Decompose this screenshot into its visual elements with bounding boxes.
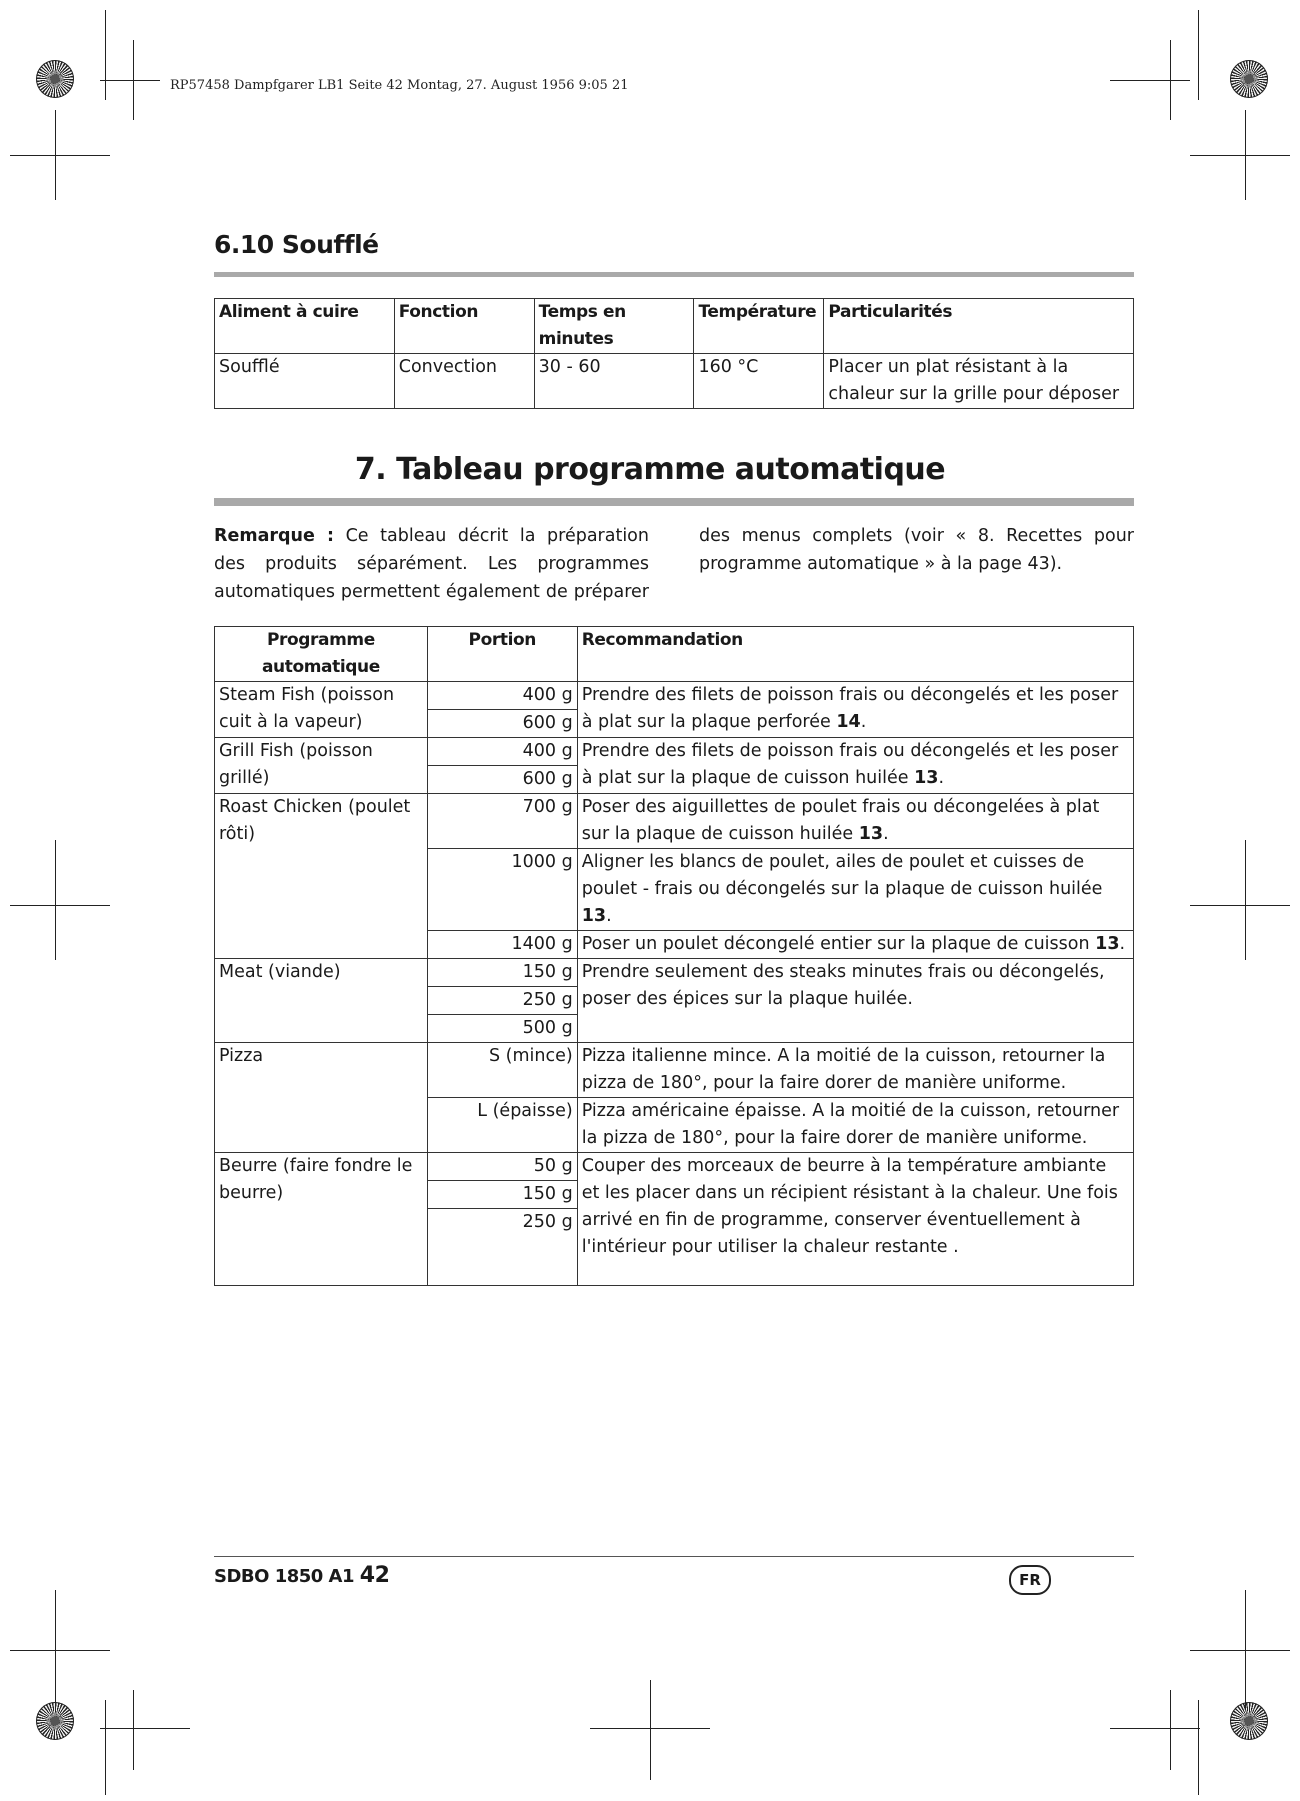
cell-fonction: Convection	[394, 354, 534, 409]
portion-cell: L (épaisse)	[427, 1098, 577, 1153]
section-7-rule	[214, 498, 1134, 506]
col-header-temps: Temps en minutes	[534, 299, 694, 354]
table-row	[215, 1043, 1134, 1098]
table-row	[215, 959, 1134, 987]
registration-rosette-top-left	[36, 60, 74, 98]
registration-rosette-top-right	[1230, 60, 1268, 98]
table-row	[215, 682, 1134, 710]
program-name-pizza: Pizza	[215, 1043, 428, 1153]
footer-page-number: 42	[359, 1563, 390, 1588]
col-header-recommandation: Recommandation	[577, 627, 1133, 682]
cell-aliment: Soufflé	[215, 354, 395, 409]
footer-model: SDBO 1850 A1	[214, 1566, 355, 1587]
portion-cell: 500 g	[427, 1015, 577, 1043]
program-name-grill-fish: Grill Fish (poisson grillé)	[215, 738, 428, 794]
program-name-beurre: Beurre (faire fondre le beurre)	[215, 1153, 428, 1286]
table-row	[215, 794, 1134, 849]
recommendation-cell: Aligner les blancs de poulet, ailes de poulet et cuisses de poulet - frais ou décongelés sur la plaque de cuisson huilée 13.	[577, 849, 1133, 931]
table-header-row	[215, 299, 1134, 354]
section-6-10-heading: 6.10 Soufflé	[214, 230, 379, 259]
portion-cell: 1400 g	[427, 931, 577, 959]
portion-cell: 150 g	[427, 1181, 577, 1209]
col-header-temperature: Température	[694, 299, 824, 354]
footer-rule	[214, 1556, 1134, 1557]
portion-cell: 1000 g	[427, 849, 577, 931]
portion-cell: 400 g	[427, 738, 577, 766]
recommendation-cell: Prendre des filets de poisson frais ou décongelés et les poser à plat sur la plaque perforée 14.	[577, 682, 1133, 738]
cell-temps: 30 - 60	[534, 354, 694, 409]
program-table	[214, 626, 1134, 1286]
portion-cell: 150 g	[427, 959, 577, 987]
cell-temperature: 160 °C	[694, 354, 824, 409]
registration-rosette-bottom-right	[1230, 1702, 1268, 1740]
col-header-fonction: Fonction	[394, 299, 534, 354]
col-header-particularites: Particularités	[824, 299, 1134, 354]
cell-particularites: Placer un plat résistant à la chaleur sur la grille pour déposer	[824, 354, 1134, 409]
portion-cell: 600 g	[427, 710, 577, 738]
col-header-programme: Programme automatique	[215, 627, 428, 682]
recommendation-cell: Couper des morceaux de beurre à la température ambiante et les placer dans un récipient résistant à la chaleur. Une fois arrivé en fin de programme, conserver éventuellement à l'intérieur pour utiliser la chaleur restante .	[577, 1153, 1133, 1286]
language-badge: FR	[1009, 1565, 1051, 1595]
table-row	[215, 1153, 1134, 1181]
remark-label: Remarque :	[214, 526, 334, 546]
print-header: RP57458 Dampfgarer LB1 Seite 42 Montag, 27. August 1956 9:05 21	[170, 78, 629, 93]
table-row	[215, 354, 1134, 409]
portion-cell: S (mince)	[427, 1043, 577, 1098]
portion-cell: 400 g	[427, 682, 577, 710]
section-7-heading: 7. Tableau programme automatique	[354, 452, 946, 487]
program-name-steam-fish: Steam Fish (poisson cuit à la vapeur)	[215, 682, 428, 738]
remark-text: Ce tableau décrit la préparation des produits séparément. Les programmes automatiques permettent également de préparer des menus complets (voir « 8. Recettes pour programme automatique » à la page 43).	[214, 526, 1134, 602]
col-header-portion: Portion	[427, 627, 577, 682]
recommendation-cell: Poser un poulet décongelé entier sur la plaque de cuisson 13.	[577, 931, 1133, 959]
recommendation-cell: Prendre seulement des steaks minutes frais ou décongelés, poser des épices sur la plaque huilée.	[577, 959, 1133, 1043]
recommendation-cell: Pizza américaine épaisse. A la moitié de la cuisson, retourner la pizza de 180°, pour la faire dorer de manière uniforme.	[577, 1098, 1133, 1153]
footer-model-page	[214, 1563, 389, 1588]
recommendation-cell: Pizza italienne mince. A la moitié de la cuisson, retourner la pizza de 180°, pour la faire dorer de manière uniforme.	[577, 1043, 1133, 1098]
souffle-table	[214, 298, 1134, 409]
portion-cell: 250 g	[427, 1209, 577, 1286]
recommendation-cell: Prendre des filets de poisson frais ou décongelés et les poser à plat sur la plaque de cuisson huilée 13.	[577, 738, 1133, 794]
section-6-10-rule	[214, 272, 1134, 277]
remark-paragraph	[214, 522, 1134, 606]
portion-cell: 600 g	[427, 766, 577, 794]
table-header-row	[215, 627, 1134, 682]
portion-cell: 250 g	[427, 987, 577, 1015]
program-name-roast-chicken: Roast Chicken (poulet rôti)	[215, 794, 428, 959]
portion-cell: 700 g	[427, 794, 577, 849]
program-name-meat: Meat (viande)	[215, 959, 428, 1043]
portion-cell: 50 g	[427, 1153, 577, 1181]
recommendation-cell: Poser des aiguillettes de poulet frais ou décongelées à plat sur la plaque de cuisson huilée 13.	[577, 794, 1133, 849]
col-header-aliment: Aliment à cuire	[215, 299, 395, 354]
table-row	[215, 738, 1134, 766]
